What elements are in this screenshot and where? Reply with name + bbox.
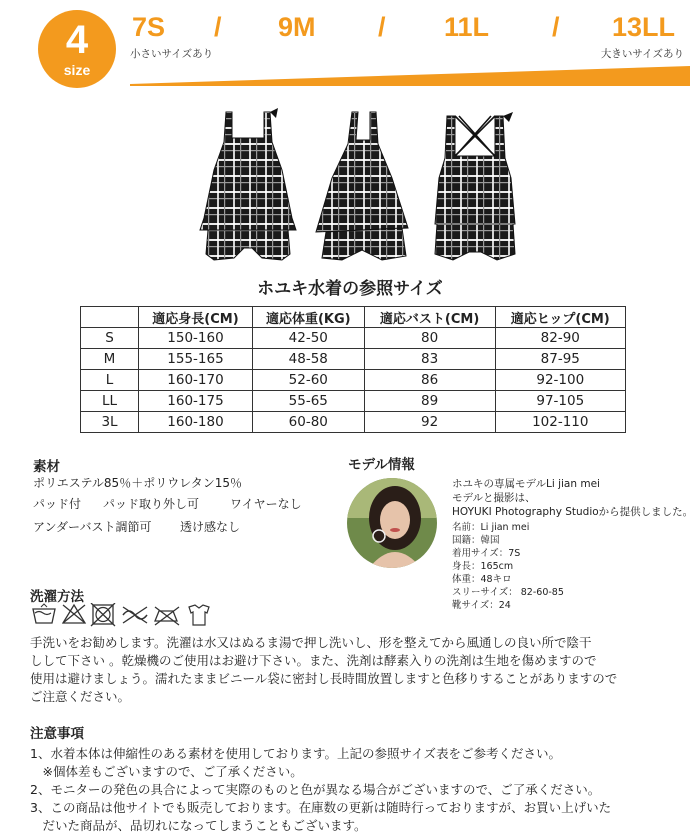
table-header-cell: 適応体重(KG) <box>252 307 364 328</box>
size-table <box>80 306 626 433</box>
material-feature: 透け感なし <box>180 520 241 534</box>
size-7s: 7S <box>132 12 166 42</box>
material-feature: ワイヤーなし <box>230 497 302 511</box>
size-separator: / <box>378 12 386 42</box>
size-count-badge <box>38 10 116 88</box>
table-cell: 80 <box>364 328 495 349</box>
table-cell: 92 <box>364 412 495 433</box>
dry-flat-shirt-icon <box>189 605 209 625</box>
material-feature: パッド取り外し可 <box>103 497 200 511</box>
table-cell: 160-175 <box>139 391 253 412</box>
table-cell: 160-180 <box>139 412 253 433</box>
table-cell: 86 <box>364 370 495 391</box>
notes-text-line: ※個体差もございますので、ご了承ください。 <box>30 764 303 779</box>
table-header-cell <box>81 307 139 328</box>
table-cell: 155-165 <box>139 349 253 370</box>
badge-word: size <box>63 62 91 78</box>
table-row <box>81 370 626 391</box>
model-intro-line: ホユキの専属モデルLi jian mei <box>452 478 600 490</box>
badge-number: 4 <box>65 18 89 62</box>
hand-wash-icon <box>33 604 55 623</box>
size-separator: / <box>214 12 222 42</box>
table-row <box>81 391 626 412</box>
notes-text-line: 3、この商品は他サイトでも販売しております。在庫数の更新は随時行っておりますが、お買い上げいた <box>30 800 612 815</box>
model-detail-line: 靴サイズ：24 <box>452 600 511 611</box>
table-row <box>81 328 626 349</box>
table-header-cell: 適応バスト(CM) <box>364 307 495 328</box>
garment-front-image <box>198 108 298 270</box>
size-13ll: 13LL <box>612 12 676 42</box>
size-separator: / <box>552 12 560 42</box>
notes-text-line: だいた商品が、品切れになってしまうこともございます。 <box>30 818 367 833</box>
care-symbols <box>31 603 211 627</box>
material-composition: ポリエステル85％＋ポリウレタン15％ <box>33 476 242 490</box>
model-detail-line: 身長：165cm <box>452 561 514 572</box>
table-cell: 89 <box>364 391 495 412</box>
table-cell: 160-170 <box>139 370 253 391</box>
table-row <box>81 412 626 433</box>
table-cell: 82-90 <box>495 328 625 349</box>
header-underline <box>130 66 690 86</box>
washing-title: 洗濯方法 <box>30 589 84 605</box>
reference-size-title: ホユキ水着の参照サイズ <box>257 279 443 299</box>
material-title: 素材 <box>33 459 60 475</box>
table-cell: 48-58 <box>252 349 364 370</box>
model-detail-line: 体重：48キロ <box>452 574 512 585</box>
notes-title: 注意事項 <box>30 726 84 742</box>
table-cell: 102-110 <box>495 412 625 433</box>
model-info-title: モデル情報 <box>348 457 415 473</box>
table-row <box>81 349 626 370</box>
table-cell: L <box>81 370 139 391</box>
table-cell: 52-60 <box>252 370 364 391</box>
model-intro-line: モデルと撮影は、 <box>452 492 536 504</box>
table-header-cell: 適応ヒップ(CM) <box>495 307 625 328</box>
model-detail-line: 国籍：韓国 <box>452 535 500 546</box>
model-detail-line: 名前：Li jian mei <box>452 522 530 533</box>
washing-text-line: 手洗いをお勧めします。洗濯は水又はぬるま湯で押し洗いし、形を整えてから風通しの良い所で陰干 <box>30 635 592 650</box>
material-feature: アンダーバスト調節可 <box>33 520 152 534</box>
washing-text-line: ご注意ください。 <box>30 689 131 704</box>
no-wring-icon <box>123 607 147 623</box>
table-cell: S <box>81 328 139 349</box>
garment-side-image <box>312 108 412 270</box>
small-size-note: 小さいサイズあり <box>130 48 214 60</box>
no-iron-icon <box>155 607 179 625</box>
size-9m: 9M <box>278 12 316 42</box>
table-header-row <box>81 307 626 328</box>
size-options-row <box>132 12 687 46</box>
table-cell: 55-65 <box>252 391 364 412</box>
material-feature: パッド付 <box>33 497 82 511</box>
table-cell: 60-80 <box>252 412 364 433</box>
table-cell: 87-95 <box>495 349 625 370</box>
model-photo <box>347 478 437 568</box>
no-tumble-dry-icon <box>91 603 115 626</box>
table-cell: 92-100 <box>495 370 625 391</box>
table-cell: 150-160 <box>139 328 253 349</box>
large-size-note: 大きいサイズあり <box>600 48 684 60</box>
model-detail-line: 着用サイズ：7S <box>452 548 521 559</box>
table-cell: 83 <box>364 349 495 370</box>
table-header-cell: 適応身長(CM) <box>139 307 253 328</box>
notes-text-line: 1、水着本体は伸縮性のある素材を使用しております。上記の参照サイズ表をご参考ください。 <box>30 746 561 761</box>
no-bleach-icon <box>63 605 85 623</box>
model-intro-line: HOYUKI Photography Studioから提供しました。 <box>452 506 694 518</box>
washing-text-line: 使用は避けましょう。濡れたままビニール袋に密封し長時間放置しますと色移りすることがありますので <box>30 671 618 686</box>
garment-back-image <box>425 108 525 270</box>
notes-text-line: 2、モニターの発色の具合によって実際のものと色が異なる場合がございますので、ご了承ください。 <box>30 782 601 797</box>
table-cell: 3L <box>81 412 139 433</box>
table-cell: LL <box>81 391 139 412</box>
washing-text-line: しして下さい 。乾燥機のご使用はお避け下さい。また、洗剤は酵素入りの洗剤は生地を傷めますので <box>30 653 597 668</box>
table-cell: M <box>81 349 139 370</box>
table-cell: 97-105 <box>495 391 625 412</box>
model-detail-line: スリーサイズ： 82-60-85 <box>452 587 564 598</box>
table-cell: 42-50 <box>252 328 364 349</box>
size-11l: 11L <box>444 12 490 42</box>
